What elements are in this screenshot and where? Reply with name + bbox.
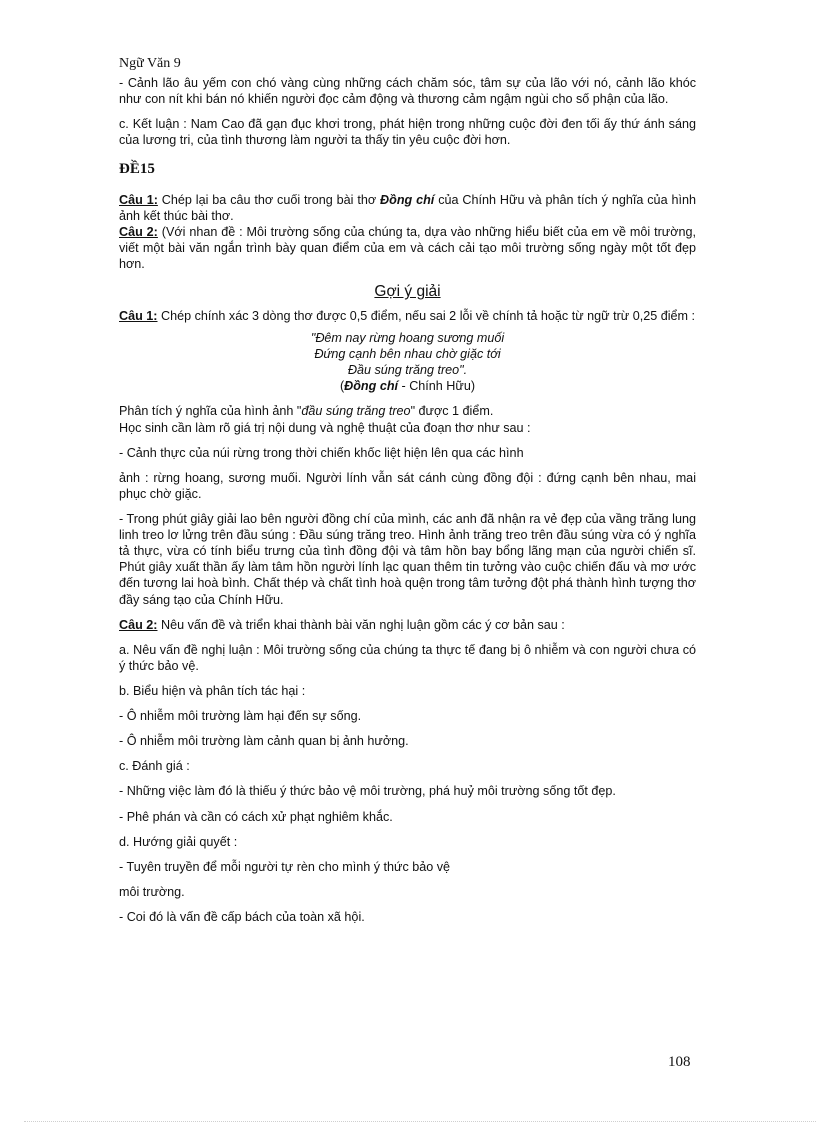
essay-point: môi trường.	[119, 884, 185, 899]
solution-heading: Gợi ý giải	[374, 283, 441, 301]
poem-line: Đầu súng trăng treo".	[347, 363, 468, 378]
essay-point: d. Hướng giải quyết :	[119, 834, 238, 849]
essay-point: - Ô nhiễm môi trường làm hại đến sự sống.	[119, 709, 362, 724]
exam-title: ĐỀ15	[119, 161, 155, 178]
answer-2-label: Câu 2:	[119, 617, 158, 632]
essay-point: c. Đánh giá :	[119, 759, 190, 774]
analysis-intro: Phân tích ý nghĩa của hình ảnh "đầu súng trăng treo" được 1 điểm.	[119, 404, 494, 419]
essay-point: - Coi đó là vấn đề cấp bách của toàn xã hội.	[119, 909, 365, 924]
essay-point: - Ô nhiễm môi trường làm cảnh quan bị ảnh hưởng.	[119, 734, 409, 749]
question-1: Câu 1: Chép lại ba câu thơ cuối trong bài thơ Đồng chí của Chính Hữu và phân tích ý nghĩa của hình ảnh kết thúc bài thơ.	[119, 192, 696, 223]
analysis-point: ảnh : rừng hoang, sương muối. Người lính vẫn sát cánh cùng đồng đội : đứng cạnh bên nhau, mai phục chờ giặc.	[119, 470, 696, 501]
poem-line: "Đêm nay rừng hoang sương muối	[310, 331, 505, 346]
essay-point: a. Nêu vấn đề nghị luận : Môi trường sống của chúng ta thực tế đang bị ô nhiễm và con người chưa có ý thức bảo vệ.	[119, 642, 696, 673]
essay-point: - Tuyên truyền để mỗi người tự rèn cho mình ý thức bảo vệ	[119, 859, 451, 874]
answer-1: Câu 1: Chép chính xác 3 dòng thơ được 0,5 điểm, nếu sai 2 lỗi về chính tả hoặc từ ngữ trừ 0,25 điểm :	[119, 308, 695, 323]
answer-2: Câu 2: Nêu vấn đề và triển khai thành bài văn nghị luận gồm các ý cơ bản sau :	[119, 617, 565, 632]
page-bottom-divider	[24, 1121, 816, 1122]
quoted-poem	[119, 330, 696, 394]
document-page	[119, 55, 696, 925]
analysis-point: - Cảnh thực của núi rừng trong thời chiến khốc liệt hiện lên qua các hình	[119, 445, 524, 460]
question-1-label: Câu 1:	[119, 192, 158, 207]
essay-point: b. Biểu hiện và phân tích tác hại :	[119, 683, 306, 698]
analysis-instruction: Học sinh cần làm rõ giá trị nội dung và nghệ thuật của đoạn thơ như sau :	[119, 420, 531, 435]
question-2-label: Câu 2:	[119, 224, 158, 239]
essay-point: - Những việc làm đó là thiếu ý thức bảo vệ môi trường, phá huỷ môi trường sống tốt đẹp.	[119, 784, 616, 799]
question-2: Câu 2: (Với nhan đề : Môi trường sống của chúng ta, dựa vào những hiểu biết của em về môi trường, viết một bài văn ngắn trình bày quan điểm của em và cách cải tạo môi trường sống ngày một tốt đẹp hơn.	[119, 224, 696, 271]
page-number: 108	[668, 1054, 691, 1070]
analysis-point: - Trong phút giây giải lao bên người đồng chí của mình, các anh đã nhận ra vẻ đẹp của vầng trăng lung linh treo lơ lửng trên đầu súng : Đầu súng trăng treo. Hình ảnh trăng treo trên đầu súng vừa có ý nghĩa tả thực, vừa có tính biểu trưng của tình đồng đội và tâm hồn bay bổng lãng mạn của người chiến sĩ. Phút giây xuất thần ấy làm tâm hồn người lính lạc quan thêm tin tưởng vào cuộc chiến đấu và mơ ước đến tương lai hoà bình. Chất thép và chất tình hoà quện trong tâm tưởng đột phá thành hình tượng thơ đầy sáng tạo của Chính Hữu.	[119, 512, 696, 607]
conclusion-paragraph: c. Kết luận : Nam Cao đã gạn đục khơi trong, phát hiện trong những cuộc đời đen tối ấy thứ ánh sáng của lương tri, của tình thương làm người ta thấy tin yêu cuộc đời hơn.	[119, 117, 696, 148]
book-header: Ngữ Văn 9	[119, 56, 181, 71]
answer-1-label: Câu 1:	[119, 308, 158, 323]
poem-title: Đồng chí	[380, 192, 435, 207]
essay-point: - Phê phán và cần có cách xử phạt nghiêm khắc.	[119, 809, 393, 824]
poem-line: Đứng cạnh bên nhau chờ giặc tới	[314, 347, 501, 362]
poem-source: (Đồng chí - Chính Hữu)	[339, 379, 476, 394]
intro-paragraph: - Cảnh lão âu yếm con chó vàng cùng những cách chăm sóc, tâm sự của lão với nó, cảnh lão khóc như con nít khi bán nó khiến người đọc cảm động và thương cảm ngậm ngùi cho số phận của lão.	[119, 75, 696, 107]
